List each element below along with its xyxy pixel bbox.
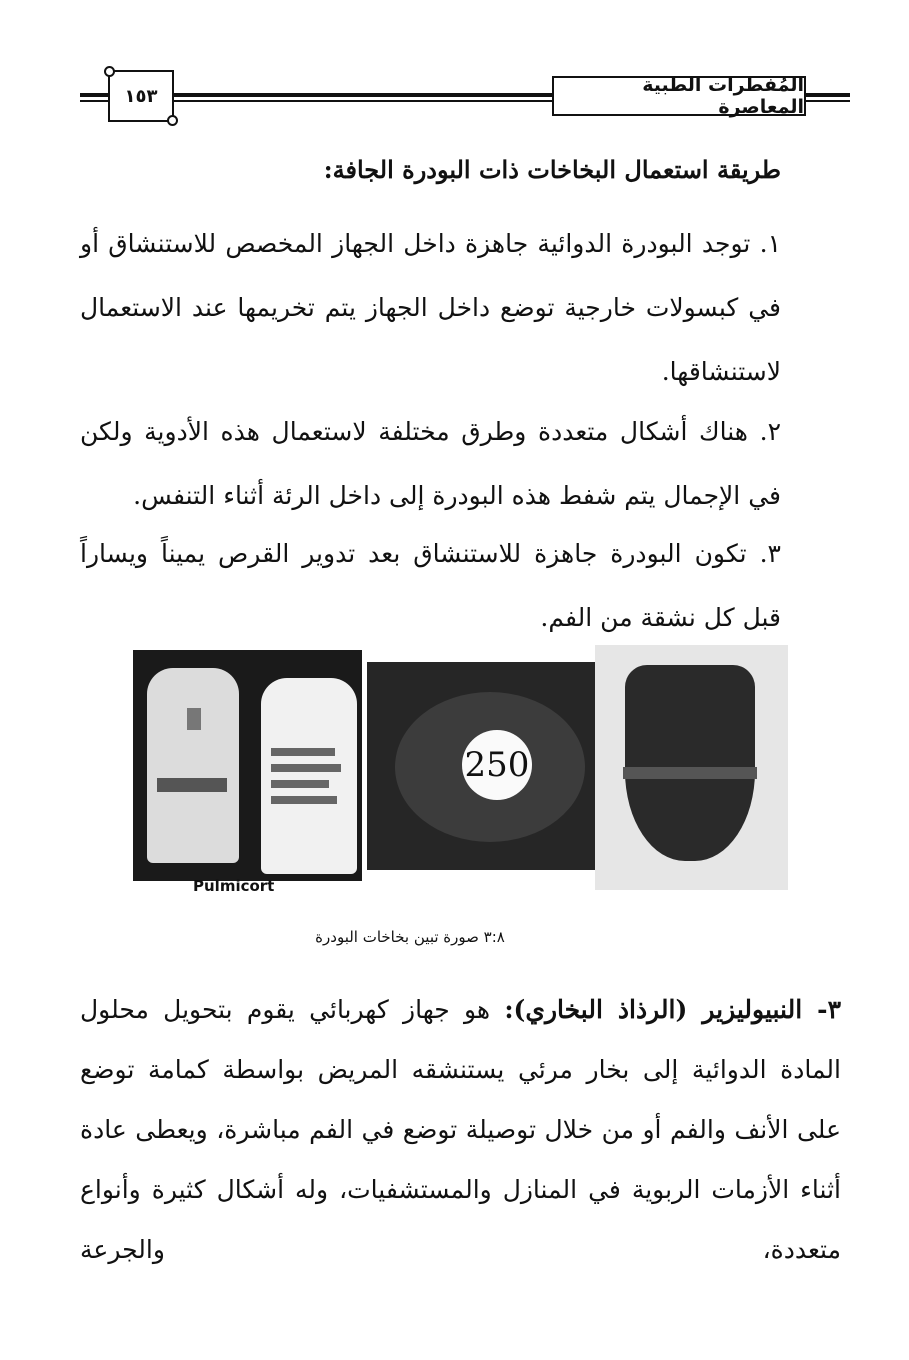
header-rule-left [80, 93, 110, 97]
list-number: ٣. [759, 539, 781, 568]
pulmicort-bottles-photo [133, 650, 362, 881]
page-number: ١٥٣ [108, 70, 174, 122]
section-heading: طريقة استعمال البخاخات ذات البودرة الجافة: [323, 155, 781, 184]
disk-inhaler-photo [367, 662, 595, 870]
list-item-3 [80, 522, 781, 650]
inhaler-canister [625, 665, 755, 861]
list-text: تكون البودرة جاهزة للاستنشاق بعد تدوير القرص يميناً ويساراً قبل كل نشقة من الفم. [80, 539, 781, 632]
header-rule-middle-2 [170, 100, 552, 102]
figure-caption: ٣:٨ صورة تبين بخاخات البودرة [315, 928, 505, 946]
list-number: ١. [759, 229, 781, 258]
inhaler-bottle [147, 668, 239, 863]
bottle-label [271, 748, 335, 756]
list-number: ٢. [759, 417, 781, 446]
nebulizer-paragraph [80, 980, 841, 1280]
bottle-label [187, 708, 201, 730]
inhaler-figure [133, 645, 786, 895]
bottle-label [157, 778, 227, 792]
brand-label: Pulmicort [193, 877, 275, 895]
list-text: توجد البودرة الدوائية جاهزة داخل الجهاز المخصص للاستنشاق أو في كبسولات خارجية توضع داخل الجهاز يتم تخريمها عند الاستعمال لاستنشاقها. [80, 229, 781, 386]
bottle-label [271, 780, 329, 788]
list-text: هناك أشكال متعددة وطرق مختلفة لاستعمال هذه الأدوية ولكن في الإجمال يتم شفط هذه البودرة إلى داخل الرئة أثناء التنفس. [80, 417, 781, 510]
canister-band [623, 767, 757, 779]
list-item-1 [80, 212, 781, 404]
paragraph-lead: ٣- النبيوليزير (الرذاذ البخاري): [504, 995, 841, 1024]
bottle-label [271, 796, 337, 804]
paragraph-body: هو جهاز كهربائي يقوم بتحويل محلول المادة الدوائية إلى بخار مرئي يستنشقه المريض بواسطة كمامة توضع على الأنف والفم أو من خلال توصيلة توضع في الفم مباشرة، ويعطى عادة أثناء الأزمات الربوية في المنازل والمستشفيات، وله أشكال كثيرة وأنواع متعددة، والجرعة [80, 995, 841, 1264]
header-rule-right-2 [804, 100, 850, 102]
header-rule-right [804, 93, 850, 97]
inhaler-bottle [261, 678, 357, 874]
bottle-label [271, 764, 341, 772]
header-rule-middle [170, 93, 552, 97]
list-item-2 [80, 400, 781, 528]
header-rule-left-2 [80, 100, 110, 102]
book-title: المُفطرات الطبية المعاصرة [552, 76, 806, 116]
canister-inhaler-photo [595, 645, 788, 890]
dose-dial: 250 [462, 730, 532, 800]
